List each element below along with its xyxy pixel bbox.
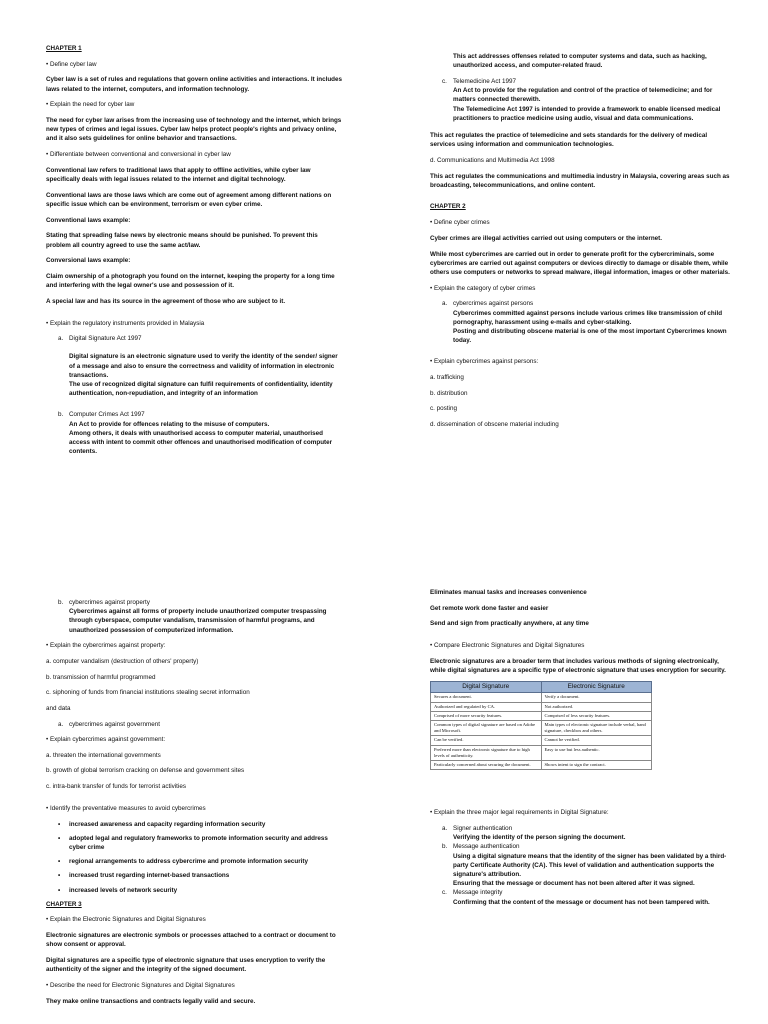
table-cell: Secures a document. (431, 693, 542, 702)
conversional-example-label: Conversional laws example: (46, 257, 131, 265)
cat-government-item (46, 720, 344, 729)
persons-item: c. posting (430, 405, 457, 413)
persons-item: b. distribution (430, 389, 468, 397)
question-preventative: • Identify the preventative measures to avoid cybercrimes (46, 804, 206, 812)
prevent-text: adopted legal and regulatory frameworks to promote information security and address cyber crime (69, 834, 328, 851)
answer-define-cyber-law: Cyber law is a set of rules and regulations that govern online activities and interactions. It includes laws related to the internet, computers, and information technology. (46, 76, 343, 93)
req-message-body: Using a digital signature means that the identity of the signer has been validated by a third-party Certificate Authority (CA). This level of validation and authentication supports the signature's attribution. (453, 852, 727, 878)
bullet-icon: • (58, 872, 61, 880)
answer-need-cyber-law: The need for cyber law arises from the increasing use of technology and the internet, which brings new types of crimes and legal issues. Cyber law helps protect people's rights and privacy online, and it also sets guidelines for online behavior and transactions. (46, 117, 342, 143)
table-cell: Cannot be verified. (541, 736, 652, 745)
chapter-1-heading: CHAPTER 1 (46, 45, 82, 52)
table-row (431, 736, 652, 745)
persons-item: a. trafficking (430, 374, 464, 382)
government-item: a. threaten the international governments (46, 751, 161, 759)
bullet-icon: • (58, 820, 61, 828)
cat-property-item (46, 598, 344, 607)
req-signer-body: Verifying the identity of the person signing the document. (453, 834, 626, 842)
cat-persons-title: cybercrimes against persons (453, 300, 534, 308)
list-marker: a. (442, 824, 448, 832)
comparison-table (430, 681, 652, 770)
table-cell: Main types of electronic signature include verbal, hand signature, checkbox and others. (541, 721, 652, 736)
table-row (431, 745, 652, 760)
answer-conventional-2: Conventional laws are those laws which are come out of agreement among different nations on specific issue which can be environment, terrorism or even cyber crime. (46, 191, 332, 208)
question-need-cyber-law: • Explain the need for cyber law (46, 101, 135, 109)
government-item: c. intra-bank transfer of funds for terrorist activities (46, 783, 186, 791)
cat-government-title: cybercrimes against government (69, 720, 160, 728)
req-signer-item (430, 824, 730, 833)
page-4 (430, 588, 730, 1022)
table-header-row (431, 682, 652, 693)
prevent-item (58, 834, 344, 852)
table-cell: Easy to use but less authentic. (541, 745, 652, 760)
list-marker: c. (442, 77, 447, 85)
table-cell: Shows intent to sign the contract. (541, 761, 652, 770)
req-message-item (430, 842, 730, 851)
prevent-text: increased trust regarding internet-based transactions (69, 872, 230, 880)
req-message-title: Message authentication (453, 843, 520, 851)
prevent-item (58, 857, 344, 866)
table-cell: Not authorized. (541, 702, 652, 711)
req-signer-title: Signer authentication (453, 824, 513, 832)
dsa-item (46, 334, 344, 343)
government-item: b. growth of global terrorism cracking on defense and government sites (46, 767, 245, 775)
answer-define-cyber-crimes-2: While most cybercrimes are carried out in order to generate profit for the cybercriminals, some cybercrimes are carried out against computers or devices directly to damage or disable them, while others use computers or networks to spread malware, illegal information, images or other materials. (430, 250, 730, 276)
cma-body: This act regulates the communications and multimedia industry in Malaysia, covering areas such as broadcasting, telecommunications, and online content. (430, 172, 730, 189)
chapter-2-heading: CHAPTER 2 (430, 203, 466, 211)
answer-es: Electronic signatures are electronic symbols or processes attached to a contract or document to show consent or approval. (46, 932, 336, 949)
property-item: a. computer vandalism (destruction of others' property) (46, 658, 199, 666)
answer-compare: Electronic signatures are a broader term that includes various methods of signing electronically, while digital signatures are a specific type of electronic signature that uses encryption for security. (430, 657, 726, 675)
question-government: • Explain cybercrimes against government: (46, 736, 166, 744)
cca-continued: This act addresses offenses related to computer systems and data, such as hacking, unauthorized access, and computer-related fraud. (453, 53, 707, 70)
req-integrity-body: Confirming that the content of the message or document has not been tampered with. (453, 898, 710, 906)
chapter-3-heading: CHAPTER 3 (46, 900, 82, 908)
question-property: • Explain the cybercrimes against property: (46, 642, 166, 650)
list-marker: a. (58, 720, 64, 728)
req-message-body-2: Ensuring that the message or document has not been altered after it was signed. (453, 880, 695, 888)
list-marker: a. (442, 300, 448, 308)
property-item: b. transmission of harmful programmed (46, 673, 156, 681)
cma-title: d. Communications and Multimedia Act 1998 (430, 156, 555, 164)
answer-define-cyber-crimes: Cyber crimes are illegal activities carried out using computers or the internet. (430, 234, 663, 242)
benefit-item: Send and sign from practically anywhere, at any time (430, 620, 589, 628)
property-item: and data (46, 705, 71, 713)
prevent-item (58, 886, 344, 895)
bullet-icon: • (58, 886, 61, 894)
column-header: Digital Signature (431, 682, 542, 693)
table-row (431, 721, 652, 736)
table-cell: Comprised of more security features. (431, 711, 542, 720)
table-cell: Preferred more than electronic signature due to high levels of authenticity. (431, 745, 542, 760)
special-law-text: A special law and has its source in the agreement of those who are subject to it. (46, 297, 286, 305)
prevent-item (58, 871, 344, 880)
question-persons: • Explain cybercrimes against persons: (430, 358, 539, 366)
list-marker: b. (58, 411, 64, 419)
question-compare: • Compare Electronic Signatures and Digital Signatures (430, 642, 585, 650)
prevent-text: regional arrangements to address cybercrime and promote information security (69, 858, 308, 866)
question-regulatory: • Explain the regulatory instruments provided in Malaysia (46, 319, 205, 327)
cat-persons-item (430, 299, 730, 308)
page-3 (46, 598, 344, 1022)
table-row (431, 693, 652, 702)
dsa-body: Digital signature is an electronic signature used to verify the identity of the sender/ signer of a message and also to ensure the correctness and validity of information in electronic transactions. (69, 353, 338, 379)
benefit-item: Get remote work done faster and easier (430, 604, 549, 612)
table-cell: Particularly concerned about securing the document. (431, 761, 542, 770)
prevent-text: increased awareness and capacity regarding information security (69, 820, 266, 828)
conversional-example: Claim ownership of a photograph you found on the internet, keeping the property for a long time and interfering with the legal owner's use and possession of it. (46, 272, 335, 290)
tma-body-2: The Telemedicine Act 1997 is intended to provide a framework to enable licensed medical practitioners to practice medicine using audio, visual and data communications. (453, 105, 721, 122)
table-row (431, 761, 652, 770)
column-header: Electronic Signature (541, 682, 652, 693)
tma-item (430, 77, 730, 86)
question-legal-requirements: • Explain the three major legal requirements in Digital Signature: (430, 809, 609, 817)
cat-persons-body-2: Posting and distributing obscene material is one of the most important Cybercrimes known today. (453, 327, 727, 345)
prevent-text: increased levels of network security (69, 886, 178, 894)
list-marker: b. (442, 843, 448, 851)
dsa-title: Digital Signature Act 1997 (69, 335, 142, 343)
table-cell: Comprised of less security features. (541, 711, 652, 720)
table-cell: Authorized and regulated by CA. (431, 702, 542, 711)
list-marker: b. (58, 599, 64, 606)
table-cell: Can be verified. (431, 736, 542, 745)
property-item: c. siphoning of funds from financial institutions stealing secret information (46, 689, 250, 697)
question-category: • Explain the category of cyber crimes (430, 284, 536, 292)
tma-title: Telemedicine Act 1997 (453, 77, 517, 85)
answer-ds: Digital signatures are a specific type of electronic signature that uses encryption to verify the authenticity of the signer and the integrity of the signed document. (46, 957, 326, 974)
answer-conventional-1: Conventional law refers to traditional laws that apply to offline activities, while cyber law specifically deals with legal issues related to the internet and digital technology. (46, 166, 311, 184)
bullet-icon: • (58, 834, 61, 842)
cat-property-title: cybercrimes against property (69, 599, 150, 606)
cat-property-body: Cybercrimes against all forms of property include unauthorized computer trespassing through cyberspace, computer vandalism, transmission of harmful programs, and unauthorized possession of computerized information. (69, 608, 327, 634)
answer-need-es-ds: They make online transactions and contracts legally valid and secure. (46, 997, 256, 1005)
conventional-example-label: Conventional laws example: (46, 216, 131, 224)
dsa-body-2: The use of recognized digital signature can fulfil requirements of confidentiality, identity authentication, non-repudiation, and integrity of an information (69, 381, 333, 398)
cca-body-2: Among others, it deals with unauthorised access to computer material, unauthorised access with intent to commit other offences and unauthorised modification of computer contents. (69, 429, 333, 456)
page-1 (46, 44, 344, 514)
table-cell: Verify a document. (541, 693, 652, 702)
tma-regulates: This act regulates the practice of telemedicine and sets standards for the delivery of medical services using information and communication technologies. (430, 131, 708, 149)
req-integrity-item (430, 888, 730, 897)
bullet-icon: • (58, 858, 61, 866)
table-cell: Common types of digital signature are based on Adobe and Microsoft. (431, 721, 542, 736)
table-row (431, 711, 652, 720)
list-marker: a. (58, 335, 64, 343)
question-need-es-ds: • Describe the need for Electronic Signatures and Digital Signatures (46, 981, 235, 989)
question-define-cyber-law: • Define cyber law (46, 60, 97, 68)
cat-persons-body: Cybercrimes committed against persons include various crimes like transmission of child pornography, harassment using e-mails and cyber-stalking. (453, 309, 723, 326)
cca-item (46, 410, 344, 419)
question-define-cyber-crimes: • Define cyber crimes (430, 219, 490, 227)
benefit-item: Eliminates manual tasks and increases convenience (430, 589, 587, 596)
question-differentiate: • Differentiate between conventional and conversional in cyber law (46, 151, 231, 159)
cca-body: An Act to provide for offences relating to the misuse of computers. (69, 420, 270, 428)
cca-title: Computer Crimes Act 1997 (69, 411, 145, 419)
prevent-item (58, 820, 344, 829)
list-marker: c. (442, 889, 447, 897)
conventional-example: Stating that spreading false news by electronic means should be punished. To prevent this problem all country agreed to use the same act/law. (46, 232, 318, 249)
persons-item: d. dissemination of obscene material including (430, 421, 559, 429)
page-2 (430, 52, 730, 492)
req-integrity-title: Message integrity (453, 889, 503, 897)
tma-body: An Act to provide for the regulation and control of the practice of telemedicine; and for matters connected therewith. (453, 87, 713, 104)
table-row (431, 702, 652, 711)
question-es-ds: • Explain the Electronic Signatures and Digital Signatures (46, 916, 206, 924)
